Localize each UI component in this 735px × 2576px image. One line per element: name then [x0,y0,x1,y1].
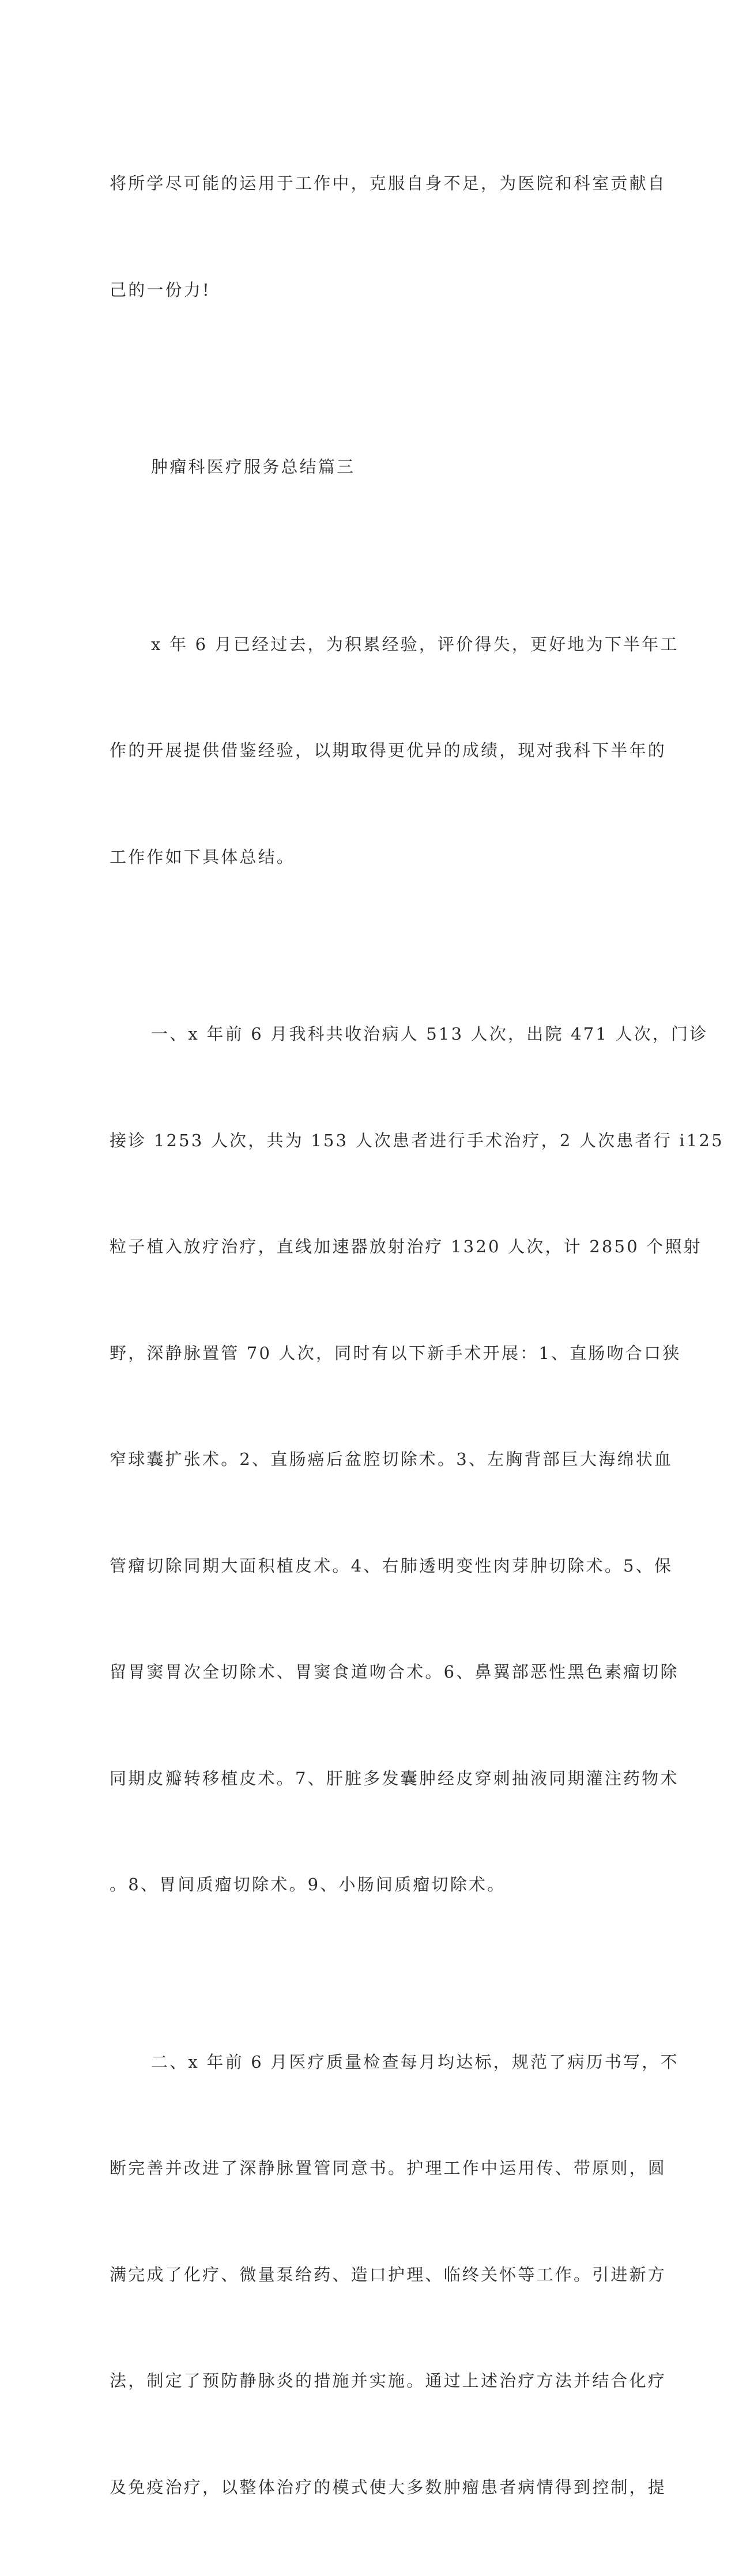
text-line: 。8、胃间质瘤切除术。9、小肠间质瘤切除术。 [110,1867,623,1903]
text-line: 法，制定了预防静脉炎的措施并实施。通过上述治疗方法并结合化疗 [110,2363,623,2399]
text-line: 接诊 1253 人次，共为 153 人次患者进行手术治疗，2 人次患者行 i125 [110,1123,623,1159]
text-line: 满完成了化疗、微量泵给药、造口护理、临终关怀等工作。引进新方 [110,2257,623,2293]
paragraph-section-one [110,946,623,1974]
text-line: 工作作如下具体总结。 [110,840,623,875]
body-text [110,95,623,2576]
text-line: 野，深静脉置管 70 人次，同时有以下新手术开展：1、直肠吻合口狭 [110,1336,623,1372]
text-line: 留胃窦胃次全切除术、胃窦食道吻合术。6、鼻翼部恶性黑色素瘤切除 [110,1655,623,1690]
text-line: 作的开展提供借鉴经验，以期取得更优异的成绩，现对我科下半年的 [110,733,623,769]
text-line: x 年 6 月已经过去，为积累经验，评价得失，更好地为下半年工 [110,627,623,663]
paragraph-intro [110,556,623,946]
document-page [0,0,735,951]
paragraph-continuation [110,95,623,379]
text-line: 管瘤切除同期大面积植皮术。4、右肺透明变性肉芽肿切除术。5、保 [110,1548,623,1584]
heading-line: 肿瘤科医疗服务总结篇三 [110,450,623,485]
paragraph-section-two [110,1974,623,2576]
text-line: 一、x 年前 6 月我科共收治病人 513 人次，出院 471 人次，门诊 [110,1017,623,1052]
text-line: 二、x 年前 6 月医疗质量检查每月均达标，规范了病历书写，不 [110,2045,623,2080]
text-line: 将所学尽可能的运用于工作中，克服自身不足，为医院和科室贡献自 [110,166,623,202]
text-line: 及免疫治疗，以整体治疗的模式使大多数肿瘤患者病情得到控制，提 [110,2470,623,2506]
text-line: 粒子植入放疗治疗，直线加速器放射治疗 1320 人次，计 2850 个照射 [110,1229,623,1265]
text-line: 同期皮瓣转移植皮术。7、肝脏多发囊肿经皮穿刺抽液同期灌注药物术 [110,1761,623,1797]
text-line: 己的一份力! [110,273,623,308]
text-line: 窄球囊扩张术。2、直肠癌后盆腔切除术。3、左胸背部巨大海绵状血 [110,1442,623,1478]
section-heading [110,379,623,556]
text-line: 断完善并改进了深静脉置管同意书。护理工作中运用传、带原则，圆 [110,2151,623,2186]
